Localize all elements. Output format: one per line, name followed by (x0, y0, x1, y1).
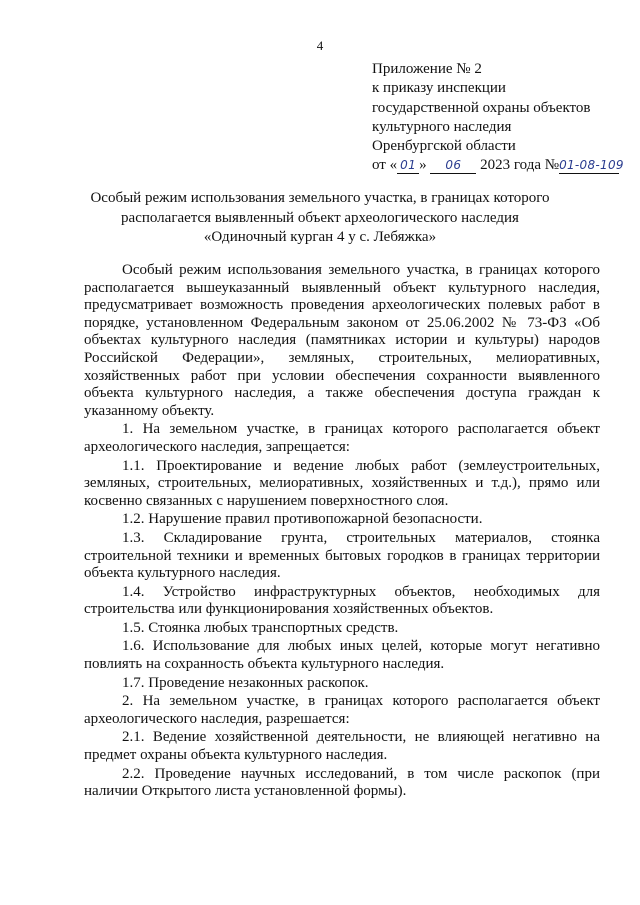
appendix-inspection-line: государственной охраны объектов (372, 99, 591, 116)
item-1-1: 1.1. Проектирование и ведение любых работ (землеустроительных, земляных, строительных, мелиоративных, хозяйственных и т.д.), прямо или косвенно связанных с нарушением поверхностного слоя. (84, 457, 600, 509)
item-2-2: 2.2. Проведение научных исследований, в том числе раскопок (при наличии Открытого листа установленной формы). (84, 765, 600, 800)
date-separator: » (419, 157, 427, 174)
item-1-3: 1.3. Складирование грунта, строительных материалов, стоянка строительной техники и временных бытовых городков в границах территории объекта культурного наследия. (84, 529, 600, 582)
appendix-title: Приложение № 2 (372, 61, 482, 77)
document-title: Особый режим использования земельного участка, в границах которого располагается выявленный объект археологического наследия «Одиночный курган 4 у с. Лебяжка» (90, 190, 550, 245)
item-1-6: 1.6. Использование для любых иных целей, которые могут негативно повлиять на сохранность объекта культурного наследия. (84, 638, 600, 673)
date-month: 06 (430, 158, 476, 174)
intro-paragraph: Особый режим использования земельного участка, в границах которого располагается вышеуказанный выявленный объект культурного наследия, предусматривает возможность проведения археологических полевых работ в порядке, установленном Федеральным законом от 25.06.2002 № 73-ФЗ «Об объектах культурного наследия (памятниках истории и культуры) народов Российской Федерации», земляных, строительных, мелиоративных, хозяйственных работ при условии обеспечения сохранности выявленного объекта культурного наследия, а также обеспечения доступа граждан к указанному объекту. (84, 262, 600, 419)
document-body (84, 262, 600, 801)
appendix-region-line: Оренбургской области (372, 138, 516, 155)
item-2-1: 2.1. Ведение хозяйственной деятельности, не влияющей негативно на предмет охраны объекта культурного наследия. (84, 729, 600, 764)
document-number: 01-08-109 (559, 158, 624, 173)
appendix-date-line (372, 156, 632, 175)
appendix-header (372, 60, 632, 176)
date-day: 01 (397, 158, 419, 174)
appendix-order-line: к приказу инспекции (372, 80, 506, 97)
date-year: 2023 года № (480, 157, 560, 174)
item-1-5: 1.5. Стоянка любых транспортных средств. (122, 619, 399, 636)
section-2-heading: 2. На земельном участке, в границах которого располагается объект археологического наследия, разрешается: (84, 693, 600, 727)
item-1-2: 1.2. Нарушение правил противопожарной безопасности. (122, 511, 483, 528)
date-prefix: от « (372, 157, 398, 174)
section-1-heading: 1. На земельном участке, в границах которого располагается объект археологического наследия, запрещается: (84, 421, 600, 455)
page-number: 4 (316, 38, 324, 53)
item-1-4: 1.4. Устройство инфраструктурных объектов, необходимых для строительства или функционирования хозяйственных объектов. (84, 583, 600, 618)
appendix-heritage-line: культурного наследия (372, 118, 512, 135)
item-1-7: 1.7. Проведение незаконных раскопок. (122, 674, 369, 691)
